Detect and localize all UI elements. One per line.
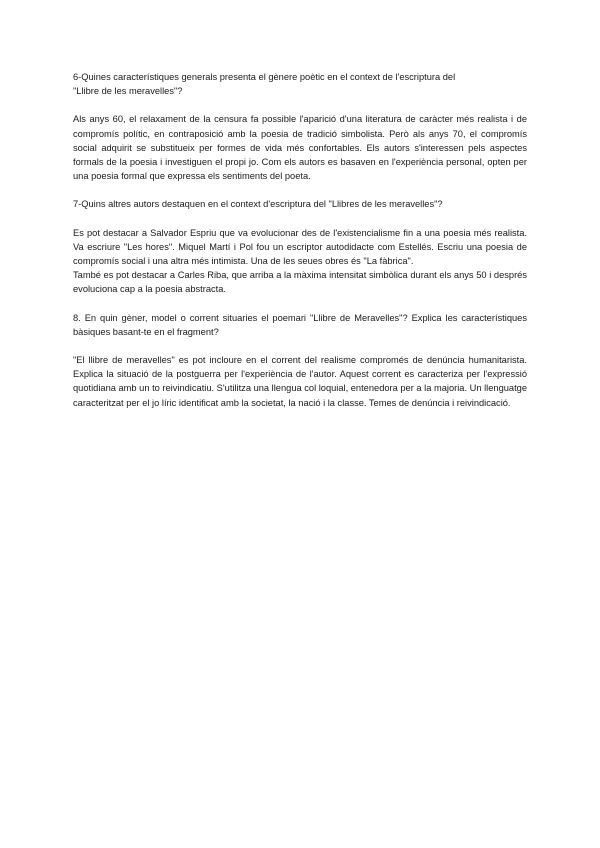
answer-8: "El llibre de meravelles" es pot incloure en el corrent del realisme compromés de denúncia humanitarista. Explica la situació de la postguerra per l'experiència de l'autor. Aquest corrent es caracteriza per l'expressió quotidiana amb un to reivindicatiu. S'utilitza una llengua col loquial, entenedora per a la majoria. Un llenguatge caracteritzat per el jo líric identificat amb la societat, la nació i la classe. Temes de denúncia i reivindicació. bbox=[73, 355, 527, 408]
answer-7-paragraph-2: També es pot destacar a Carles Riba, que arriba a la màxima intensitat simbòlica durant els anys 50 i després evoluciona cap a la poesia abstracta. bbox=[73, 270, 527, 295]
answer-7-paragraph-1: Es pot destacar a Salvador Espriu que va evolucionar des de l'existencialisme fin a una poesia més realista. Va escriure "Les hores". Miquel Martí i Pol fou un escriptor autodidacte com Estellés. Escriu una poesia de compromís social i una altra més intimista. Una de les seues obres és "La fàbrica". bbox=[73, 227, 527, 267]
question-8: 8. En quin gèner, model o corrent situaries el poemari "Llibre de Meravelles"? Explica les característiques bàsiques basant-te en el fragment? bbox=[73, 312, 527, 337]
question-6: 6-Quines característiques generals presenta el gènere poètic en el context de l'escriptura del "Llibre de les meravelles"? bbox=[73, 72, 456, 97]
question-7: 7-Quins altres autors destaquen en el context d'escriptura del "Llibres de les meravelles"? bbox=[73, 199, 443, 210]
answer-6: Als anys 60, el relaxament de la censura fa possible l'aparició d'una literatura de caràcter més realista i de compromís polític, en contraposició amb la poesia de tradició simbolista. Però als anys 70, el compromís social adquirit se substitueix per formes de vida més confortables. Els autors s'interessen pels aspectes formals de la poesia i investiguen el propi jo. Com els autors es basaven en l'experiència personal, opten per una poesia formal que expressa els sentiments del poeta. bbox=[73, 114, 527, 182]
document-body bbox=[73, 70, 527, 424]
